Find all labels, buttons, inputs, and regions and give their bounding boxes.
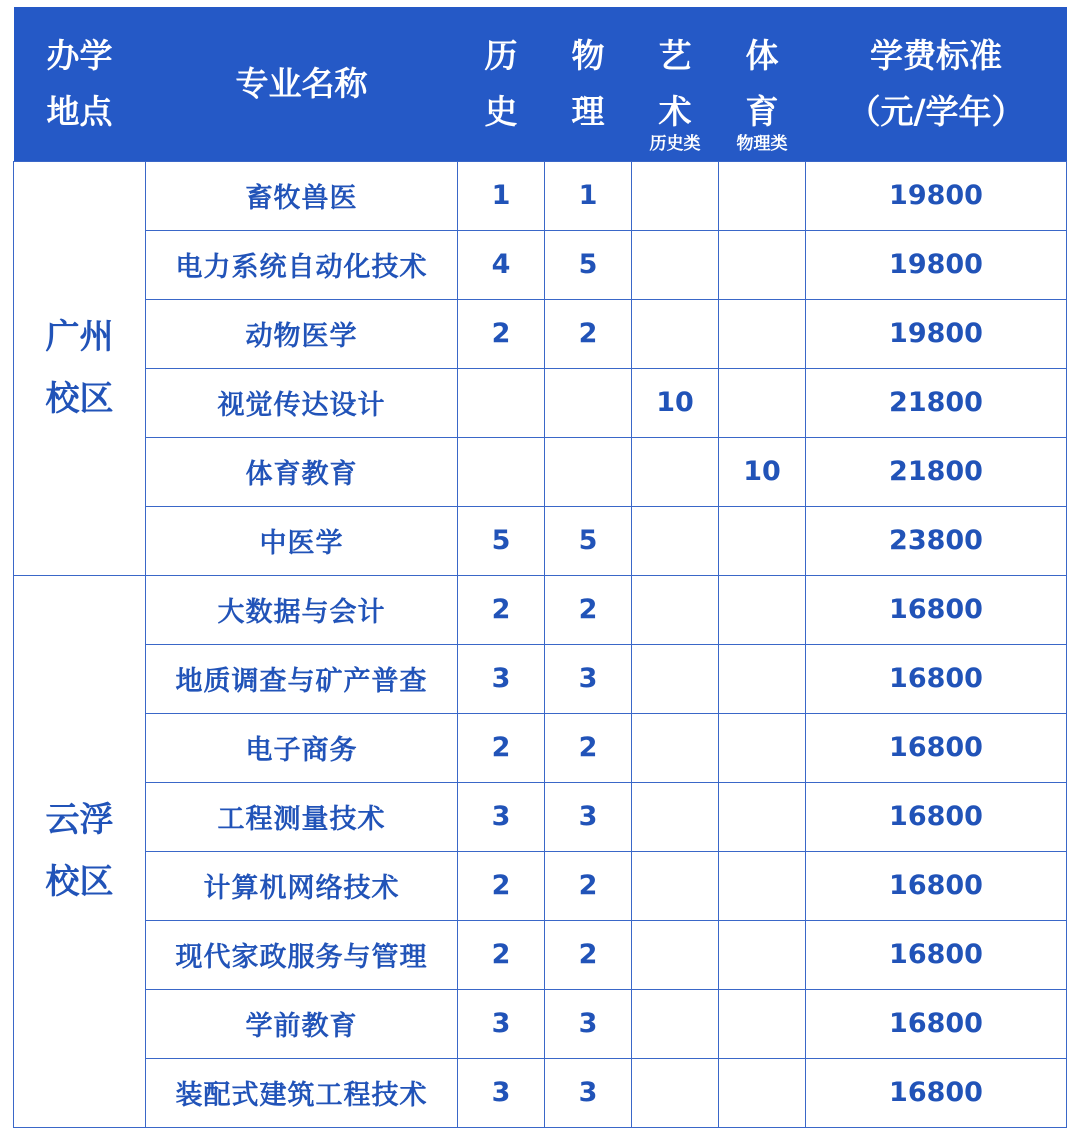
table-row — [14, 437, 1067, 506]
table-row — [14, 644, 1067, 713]
header-sports-sub: 物理类 — [736, 133, 788, 154]
history-quota — [458, 368, 545, 437]
header-major — [146, 7, 458, 161]
table-row — [14, 230, 1067, 299]
history-quota: 1 — [458, 161, 545, 230]
header-history-line2: 史 — [484, 91, 518, 131]
sports-quota — [719, 299, 806, 368]
table-row — [14, 506, 1067, 575]
header-row — [14, 7, 1067, 161]
history-quota: 3 — [458, 989, 545, 1058]
header-location — [14, 7, 146, 161]
header-location-line1: 办学 — [46, 35, 113, 75]
major-name: 视觉传达设计 — [146, 368, 458, 437]
physics-quota: 2 — [545, 920, 632, 989]
table-row — [14, 299, 1067, 368]
physics-quota: 2 — [545, 851, 632, 920]
major-name: 装配式建筑工程技术 — [146, 1058, 458, 1127]
major-name: 动物医学 — [146, 299, 458, 368]
history-quota: 2 — [458, 920, 545, 989]
sports-quota: 10 — [719, 437, 806, 506]
tuition-value: 16800 — [806, 713, 1067, 782]
header-location-line2: 地点 — [46, 91, 113, 131]
history-quota: 4 — [458, 230, 545, 299]
sports-quota — [719, 1058, 806, 1127]
table-row — [14, 851, 1067, 920]
admission-table — [13, 7, 1067, 1128]
history-quota: 2 — [458, 851, 545, 920]
tuition-value: 16800 — [806, 851, 1067, 920]
campus-name-line2: 校区 — [45, 379, 114, 419]
physics-quota: 5 — [545, 230, 632, 299]
history-quota: 5 — [458, 506, 545, 575]
art-quota — [632, 575, 719, 644]
campus-name-line1: 广州 — [45, 317, 114, 357]
campus-name-line2: 校区 — [45, 862, 114, 902]
header-art-line1: 艺 — [658, 35, 692, 75]
sports-quota — [719, 506, 806, 575]
header-major-label: 专业名称 — [235, 63, 368, 103]
art-quota — [632, 230, 719, 299]
physics-quota: 2 — [545, 299, 632, 368]
physics-quota: 3 — [545, 1058, 632, 1127]
physics-quota: 3 — [545, 644, 632, 713]
header-physics-line2: 理 — [571, 91, 605, 131]
admission-table-container — [13, 7, 1066, 1128]
tuition-value: 21800 — [806, 368, 1067, 437]
physics-quota: 2 — [545, 713, 632, 782]
header-tuition — [806, 7, 1067, 161]
art-quota — [632, 1058, 719, 1127]
major-name: 工程测量技术 — [146, 782, 458, 851]
tuition-value: 16800 — [806, 989, 1067, 1058]
campus-cell-guangzhou — [14, 161, 146, 575]
major-name: 体育教育 — [146, 437, 458, 506]
sports-quota — [719, 230, 806, 299]
sports-quota — [719, 920, 806, 989]
header-history-line1: 历 — [484, 35, 518, 75]
header-art-line2: 术 — [658, 91, 692, 131]
art-quota — [632, 161, 719, 230]
tuition-value: 19800 — [806, 161, 1067, 230]
header-sports — [719, 7, 806, 161]
art-quota — [632, 782, 719, 851]
table-row — [14, 713, 1067, 782]
sports-quota — [719, 989, 806, 1058]
major-name: 电子商务 — [146, 713, 458, 782]
header-art-sub: 历史类 — [649, 133, 701, 154]
art-quota — [632, 920, 719, 989]
header-physics — [545, 7, 632, 161]
physics-quota — [545, 437, 632, 506]
tuition-value: 19800 — [806, 230, 1067, 299]
table-row — [14, 161, 1067, 230]
header-sports-line2: 育 — [745, 91, 779, 131]
art-quota — [632, 644, 719, 713]
sports-quota — [719, 851, 806, 920]
history-quota: 3 — [458, 644, 545, 713]
physics-quota: 3 — [545, 989, 632, 1058]
header-art — [632, 7, 719, 161]
tuition-value: 16800 — [806, 1058, 1067, 1127]
header-tuition-line1: 学费标准 — [870, 35, 1002, 75]
physics-quota: 5 — [545, 506, 632, 575]
major-name: 学前教育 — [146, 989, 458, 1058]
tuition-value: 19800 — [806, 299, 1067, 368]
table-row — [14, 575, 1067, 644]
table-row — [14, 782, 1067, 851]
history-quota: 2 — [458, 713, 545, 782]
header-physics-line1: 物 — [571, 35, 605, 75]
physics-quota — [545, 368, 632, 437]
sports-quota — [719, 368, 806, 437]
art-quota — [632, 437, 719, 506]
art-quota — [632, 299, 719, 368]
sports-quota — [719, 644, 806, 713]
major-name: 大数据与会计 — [146, 575, 458, 644]
tuition-value: 16800 — [806, 575, 1067, 644]
table-row — [14, 368, 1067, 437]
sports-quota — [719, 713, 806, 782]
art-quota — [632, 989, 719, 1058]
campus-name-line1: 云浮 — [45, 800, 114, 840]
major-name: 地质调查与矿产普查 — [146, 644, 458, 713]
table-row — [14, 989, 1067, 1058]
tuition-value: 16800 — [806, 920, 1067, 989]
tuition-value: 16800 — [806, 644, 1067, 713]
physics-quota: 3 — [545, 782, 632, 851]
campus-cell-yunfu — [14, 575, 146, 1127]
sports-quota — [719, 575, 806, 644]
header-tuition-line2: （元/学年） — [847, 91, 1025, 131]
history-quota — [458, 437, 545, 506]
header-history — [458, 7, 545, 161]
history-quota: 2 — [458, 575, 545, 644]
art-quota — [632, 713, 719, 782]
tuition-value: 23800 — [806, 506, 1067, 575]
tuition-value: 21800 — [806, 437, 1067, 506]
tuition-value: 16800 — [806, 782, 1067, 851]
art-quota: 10 — [632, 368, 719, 437]
major-name: 电力系统自动化技术 — [146, 230, 458, 299]
major-name: 现代家政服务与管理 — [146, 920, 458, 989]
history-quota: 3 — [458, 1058, 545, 1127]
major-name: 中医学 — [146, 506, 458, 575]
sports-quota — [719, 782, 806, 851]
physics-quota: 1 — [545, 161, 632, 230]
sports-quota — [719, 161, 806, 230]
history-quota: 3 — [458, 782, 545, 851]
table-row — [14, 1058, 1067, 1127]
major-name: 计算机网络技术 — [146, 851, 458, 920]
art-quota — [632, 506, 719, 575]
art-quota — [632, 851, 719, 920]
header-sports-line1: 体 — [745, 35, 779, 75]
table-row — [14, 920, 1067, 989]
physics-quota: 2 — [545, 575, 632, 644]
major-name: 畜牧兽医 — [146, 161, 458, 230]
history-quota: 2 — [458, 299, 545, 368]
